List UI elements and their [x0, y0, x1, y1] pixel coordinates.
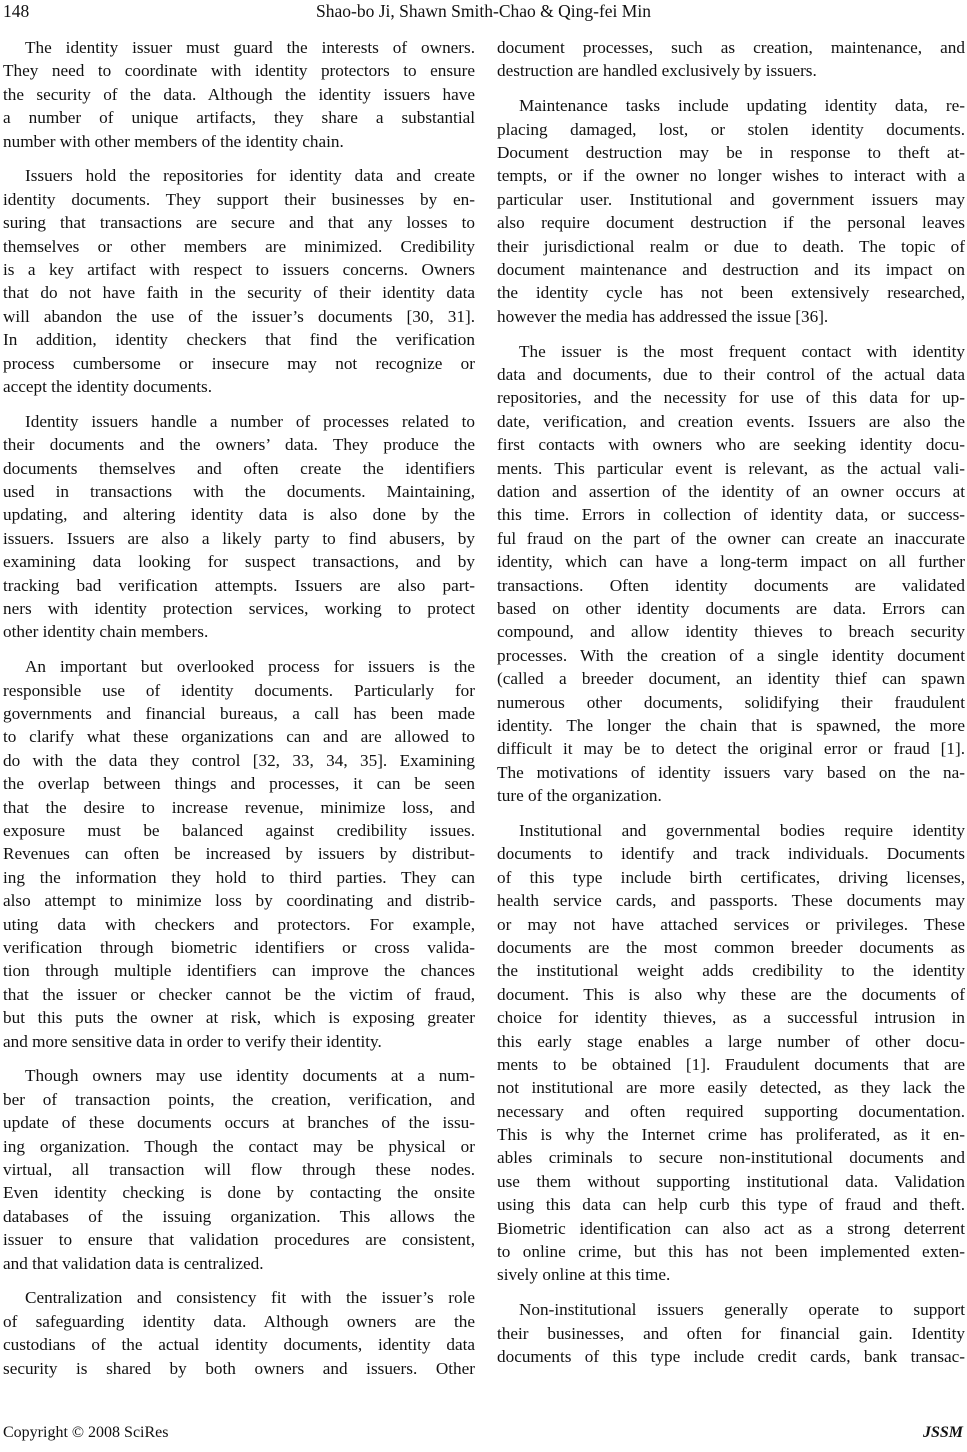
text-line: do with the data they control [32, 33, 34, 35]. Examining: [3, 750, 475, 770]
text-line: the identity cycle has not been extensively researched,: [497, 283, 965, 303]
text-line: identity documents. They support their businesses by en-: [3, 189, 475, 209]
text-line: their businesses, and often for financial gain. Identity: [497, 1323, 965, 1343]
text-line: responsible use of identity documents. Particularly for: [3, 680, 475, 700]
text-line: tracking bad verification attempts. Issuers are also part-: [3, 575, 475, 595]
text-line: accept the identity documents.: [3, 376, 213, 396]
text-line: use them without supporting institutional data. Validation: [497, 1171, 965, 1191]
text-line: documents are the most common breeder documents as: [497, 937, 965, 957]
running-header-authors: Shao-bo Ji, Shawn Smith-Chao & Qing-fei Min: [316, 1, 651, 21]
running-header: [0, 0, 967, 26]
copyright-notice: Copyright © 2008 SciRes: [3, 1424, 169, 1441]
text-line: health service cards, and passports. These documents may: [497, 891, 965, 911]
text-line: documents of this type include credit cards, bank transac-: [497, 1347, 965, 1367]
paragraph: [3, 164, 475, 398]
text-line: compound, and allow identity thieves to breach security: [497, 622, 965, 642]
text-line: first contacts with owners who are seeking identity docu-: [497, 435, 965, 455]
text-line: repositories, and the necessity for use of this data for up-: [497, 388, 965, 408]
text-line: to online crime, but this has not been implemented exten-: [497, 1242, 965, 1262]
paragraph: [3, 655, 475, 1053]
text-line: uting data with checkers and protectors. For example,: [3, 914, 475, 934]
text-line: this time. Errors in collection of identity data, or success-: [497, 505, 965, 525]
text-line: particular user. Institutional and government issuers may: [497, 189, 965, 209]
text-line: to clarify what these organizations can and are allowed to: [3, 727, 475, 747]
text-line: databases of the issuing organization. This allows the: [3, 1206, 475, 1226]
text-line: ful fraud on the part of the owner can create an inaccurate: [497, 528, 965, 548]
text-line: that the desire to increase revenue, minimize loss, and: [3, 797, 475, 817]
text-line: of this type include birth certificates, driving licenses,: [497, 867, 965, 887]
text-line: ber of transaction points, the creation, verification, and: [3, 1089, 475, 1109]
text-line: or may not have attached services or privileges. These: [497, 914, 965, 934]
text-line: This is why the Internet crime has proliferated, as it en-: [497, 1125, 965, 1145]
text-line: Though owners may use identity documents at a num-: [25, 1066, 475, 1086]
text-line: tion through multiple identifiers can improve the chances: [3, 961, 475, 981]
text-line: ing the information they hold to third parties. They can: [3, 867, 475, 887]
text-line: governments and financial bureaus, a call has been made: [3, 704, 475, 724]
text-line: ners with identity protection services, working to protect: [3, 598, 475, 618]
text-line: destruction are handled exclusively by issuers.: [497, 61, 817, 81]
text-line: exposure must be balanced against credibility issues.: [3, 821, 475, 840]
text-line: a number of unique artifacts, they share a substantial: [3, 108, 475, 128]
text-line: issuers. Issuers are also a likely party to find abusers, by: [3, 528, 475, 548]
paragraph: [3, 410, 475, 644]
text-line: Revenues can often be increased by issuers by distribut-: [3, 844, 475, 864]
text-line: ments to be obtained [1]. Fraudulent documents that are: [497, 1054, 965, 1074]
text-line: numerous other documents, solidifying their fraudulent: [497, 692, 965, 712]
paragraph: [3, 36, 475, 153]
text-line: also require document destruction if the personal leaves: [497, 213, 965, 233]
text-line: using this data can help curb this type of fraud and theft.: [497, 1195, 965, 1215]
text-line: The motivations of identity issuers vary based on the na-: [497, 762, 965, 782]
text-line: Maintenance tasks include updating identity data, re-: [519, 96, 965, 116]
text-line: date, verification, and creation events. Issuers are also the: [497, 411, 965, 431]
text-line: not institutional are more easily detected, as they lack the: [497, 1078, 965, 1098]
text-line: themselves or other members are minimized. Credibility: [3, 236, 475, 256]
text-line: An important but overlooked process for issuers is the: [25, 657, 475, 677]
paragraph: [497, 36, 965, 83]
text-line: They need to coordinate with identity protectors to ensure: [3, 61, 475, 81]
text-line: transactions. Often identity documents are validated: [497, 575, 965, 595]
text-line: updating, and altering identity data is also done by the: [3, 505, 475, 525]
text-line: based on other identity documents are data. Errors can: [497, 598, 965, 618]
text-line: ing organization. Though the contact may be physical or: [3, 1136, 475, 1156]
text-line: verification through biometric identifiers or cross valida-: [3, 937, 475, 957]
text-line: document processes, such as creation, maintenance, and: [497, 38, 965, 57]
text-line: identity. The longer the chain that is spawned, the more: [497, 715, 965, 735]
text-line: used in transactions with the documents. Maintaining,: [3, 482, 475, 502]
text-line: examining data looking for suspect transactions, and by: [3, 552, 475, 572]
text-line: their jurisdictional realm or due to death. The topic of: [497, 236, 965, 256]
text-line: documents to identify and track individuals. Documents: [497, 844, 965, 864]
text-line: custodians of the actual identity documents, identity data: [3, 1335, 475, 1355]
text-line: but this puts the owner at risk, which is exposing greater: [3, 1008, 475, 1028]
text-line: ture of the organization.: [497, 786, 662, 806]
text-line: also attempt to minimize loss by coordinating and distrib-: [3, 891, 475, 911]
text-line: identity, which can have a long-term impact on all further: [497, 552, 965, 572]
text-line: ables criminals to secure non-institutional documents and: [497, 1148, 965, 1168]
text-line: security is shared by both owners and issuers. Other: [3, 1358, 475, 1378]
text-line: is a key artifact with respect to issuers concerns. Owners: [3, 260, 475, 280]
text-line: process cumbersome or insecure may not recognize or: [3, 353, 475, 373]
text-line: Identity issuers handle a number of processes related to: [25, 411, 475, 431]
text-line: ments. This particular event is relevant, as the actual vali-: [497, 458, 965, 478]
paragraph: [497, 1298, 965, 1368]
paragraph: [3, 1064, 475, 1275]
text-line: that the issuer or checker cannot be the victim of fraud,: [3, 984, 475, 1004]
text-line: Even identity checking is done by contacting the onsite: [3, 1183, 475, 1203]
text-line: will abandon the use of the issuer’s documents [30, 31].: [3, 306, 475, 326]
text-line: and more sensitive data in order to verify their identity.: [3, 1031, 382, 1051]
text-line: the institutional weight adds credibility to the identity: [497, 961, 965, 981]
text-line: The identity issuer must guard the interests of owners.: [25, 38, 475, 57]
text-line: Non-institutional issuers generally operate to support: [519, 1300, 965, 1320]
text-line: data and documents, due to their control of the actual data: [497, 365, 965, 385]
text-line: issuer to ensure that validation procedures are consistent,: [3, 1230, 475, 1250]
text-line: virtual, all transaction will flow through these nodes.: [3, 1159, 475, 1179]
text-line: the security of the data. Although the identity issuers have: [3, 84, 475, 104]
text-line: this early stage enables a large number of other docu-: [497, 1031, 965, 1051]
text-line: Centralization and consistency fit with the issuer’s role: [25, 1288, 475, 1308]
paragraph: [497, 94, 965, 328]
text-line: processes. With the creation of a single identity document: [497, 645, 965, 665]
text-line: however the media has addressed the issue [36].: [497, 306, 829, 326]
text-line: Biometric identification can also act as a strong deterrent: [497, 1218, 965, 1238]
text-line: Issuers hold the repositories for identity data and create: [25, 166, 475, 186]
text-line: document. This is also why these are the documents of: [497, 984, 965, 1004]
text-line: necessary and often required supporting documentation.: [497, 1101, 965, 1121]
text-line: difficult it may be to detect the original error or fraud [1].: [497, 739, 965, 759]
page-number: 148: [3, 1, 30, 21]
text-line: their documents and the owners’ data. They produce the: [3, 435, 475, 455]
text-line: and that validation data is centralized.: [3, 1253, 264, 1273]
text-line: sively online at this time.: [497, 1265, 671, 1285]
text-line: tempts, or if the owner no longer wishes to interact with a: [497, 166, 965, 186]
text-line: the overlap between things and processes, it can be seen: [3, 774, 475, 794]
text-line: suring that transactions are secure and that any losses to: [3, 213, 475, 233]
text-line: (called a breeder document, an identity thief can spawn: [497, 669, 965, 689]
text-line: that do not have faith in the security of their identity data: [3, 283, 475, 303]
left-column: [3, 36, 475, 1391]
paragraph: [3, 1286, 475, 1380]
paragraph: [497, 340, 965, 808]
text-line: of safeguarding identity data. Although owners are the: [3, 1311, 475, 1331]
text-line: Document destruction may be in response to theft at-: [497, 143, 965, 163]
text-line: update of these documents occurs at branches of the issu-: [3, 1113, 475, 1133]
text-line: number with other members of the identity chain.: [3, 131, 344, 151]
text-line: In addition, identity checkers that find the verification: [3, 330, 475, 350]
text-line: documents themselves and often create the identifiers: [3, 458, 475, 478]
page-footer: [0, 1424, 967, 1448]
journal-abbreviation: JSSM: [922, 1424, 963, 1441]
text-line: dation and assertion of the identity of an owner occurs at: [497, 482, 965, 502]
paragraph: [497, 819, 965, 1287]
text-line: Institutional and governmental bodies require identity: [519, 821, 965, 840]
text-line: choice for identity thieves, as a successful intrusion in: [497, 1008, 965, 1028]
text-line: other identity chain members.: [3, 622, 209, 642]
text-line: The issuer is the most frequent contact with identity: [519, 341, 965, 361]
right-column: [497, 36, 965, 1380]
text-line: placing damaged, lost, or stolen identity documents.: [497, 119, 965, 139]
text-line: document maintenance and destruction and its impact on: [497, 260, 965, 280]
